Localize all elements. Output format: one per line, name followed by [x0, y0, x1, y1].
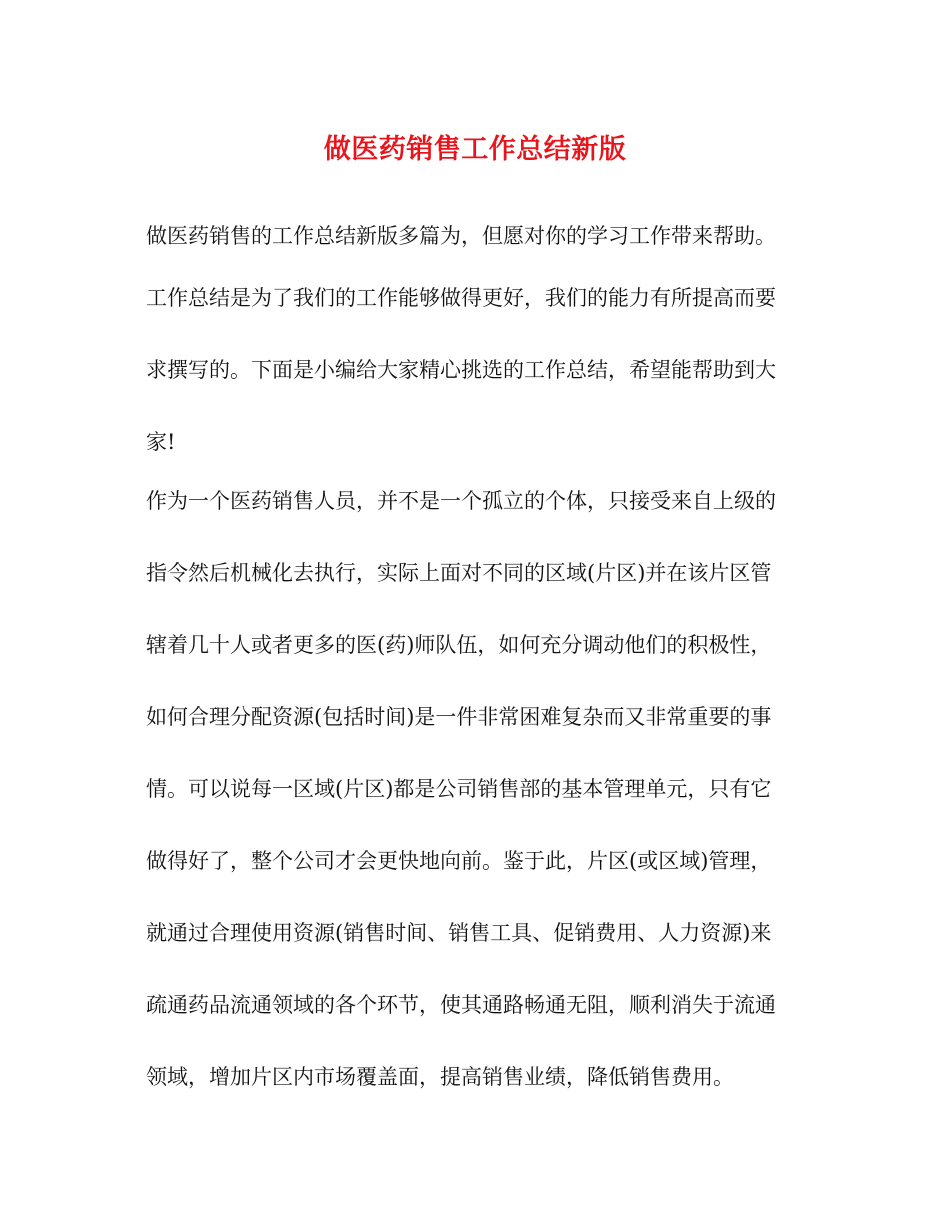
paragraph-line: 家! [146, 430, 176, 454]
paragraph-line: 疏通药品流通领域的各个环节，使其通路畅通无阻，顺利消失于流通 [146, 993, 776, 1017]
paragraph-line: 工作总结是为了我们的工作能够做得更好，我们的能力有所提高而要 [146, 286, 776, 310]
paragraph-line: 辖着几十人或者更多的医(药)师队伍，如何充分调动他们的积极性， [146, 633, 772, 657]
paragraph-line: 做医药销售的工作总结新版多篇为，但愿对你的学习工作带来帮助。 [146, 224, 776, 248]
paragraph-line: 指令然后机械化去执行，实际上面对不同的区域(片区)并在该片区管 [146, 561, 772, 585]
paragraph-line: 就通过合理使用资源(销售时间、销售工具、促销费用、人力资源)来 [146, 921, 772, 945]
document-title: 做医药销售工作总结新版 [323, 134, 627, 165]
paragraph-line: 如何合理分配资源(包括时间)是一件非常困难复杂而又非常重要的事 [146, 705, 772, 729]
paragraph-line: 情。可以说每一区域(片区)都是公司销售部的基本管理单元，只有它 [146, 777, 772, 801]
paragraph-line: 做得好了，整个公司才会更快地向前。鉴于此，片区(或区域)管理， [146, 849, 772, 873]
paragraph-line: 求撰写的。下面是小编给大家精心挑选的工作总结，希望能帮助到大 [146, 358, 776, 382]
paragraph-line: 领域，增加片区内市场覆盖面，提高销售业绩，降低销售费用。 [146, 1065, 734, 1089]
paragraph-line: 作为一个医药销售人员，并不是一个孤立的个体，只接受来自上级的 [146, 489, 776, 513]
